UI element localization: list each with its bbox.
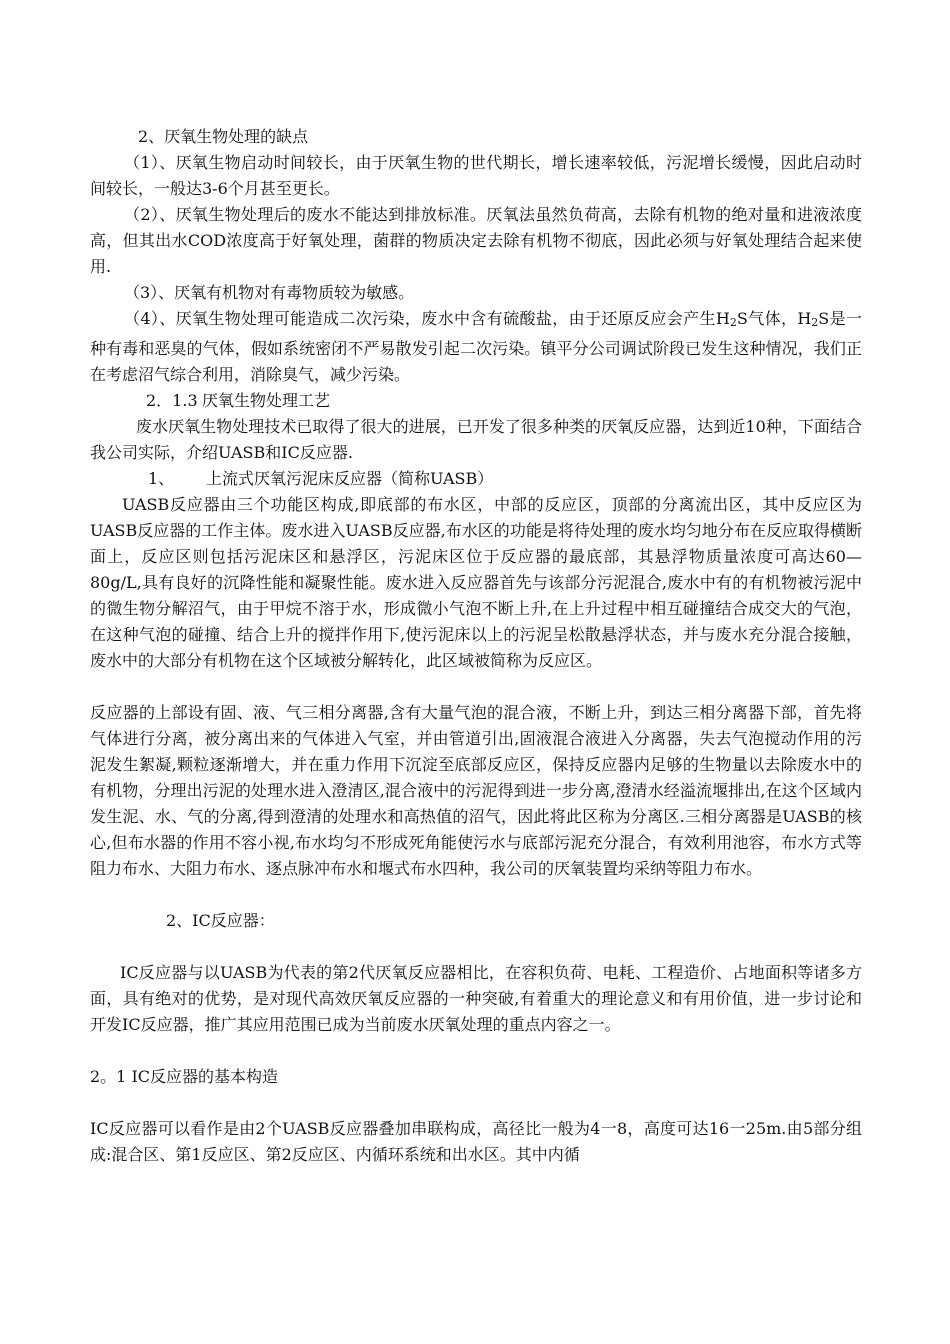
spacer [90, 674, 862, 700]
subscript: 2 [729, 316, 737, 329]
heading-number: 1、 [148, 469, 175, 488]
paragraph-uasb-structure: UASB反应器由三个功能区构成,即底部的布水区，中部的反应区，顶部的分离流出区，其中反应区为UASB反应器的工作主体。废水进入UASB反应器,布水区的功能是将待处理的废水均匀地分布在反应取得横断面上，反应区则包括污泥床区和悬浮区，污泥床区位于反应器的最底部，其悬浮物质量浓度可高达60—80g/L,具有良好的沉降性能和凝聚性能。废水进入反应器首先与该部分污泥混合,废水中有的有机物被污泥中的微生物分解沼气，由于甲烷不溶于水，形成微小气泡不断上升,在上升过程中相互碰撞结合成交大的气泡，在这种气泡的碰撞、结合上升的搅拌作用下,使污泥床以上的污泥呈松散悬浮状态，并与废水充分混合接触，废水中的大部分有机物在这个区域被分解转化，此区域被简称为反应区。 [90, 495, 862, 670]
spacer [90, 1038, 862, 1064]
text-run: S气体，H [736, 309, 812, 328]
paragraph-disadvantage-4 [90, 306, 862, 388]
heading-number: 2．1.3 [146, 391, 198, 410]
text-run: S是一种有毒和恶臭的气体，假如系统密闭不严易散发引起二次污染。镇平分公司调试阶段已发生这种情况，我们正在考虑沼气综合利用，消除臭气，减少污染。 [90, 309, 862, 384]
document-page [90, 124, 862, 1168]
paragraph-ic-structure: IC反应器可以看作是由2个UASB反应器叠加串联构成，高径比一般为4一8，高度可达16一25m.由5部分组成:混合区、第1反应区、第2反应区、内循环系统和出水区。其中内循 [90, 1119, 862, 1164]
paragraph-process-intro: 废水厌氧生物处理技术已取得了很大的进展，已开发了很多种类的厌氧反应器，达到近10种，下面结合我公司实际，介绍UASB和IC反应器. [90, 417, 862, 462]
paragraph-disadvantage-1: （1）、厌氧生物启动时间较长，由于厌氧生物的世代期长，增长速率较低，污泥增长缓慢，因此启动时间较长，一般达3-6个月甚至更长。 [90, 153, 862, 198]
paragraph-disadvantage-2: （2）、厌氧生物处理后的废水不能达到排放标准。厌氧法虽然负荷高，去除有机物的绝对量和进液浓度高，但其出水COD浓度高于好氧处理，菌群的物质决定去除有机物不彻底，因此必须与好氧处理结合起来使用. [90, 205, 862, 276]
item-heading-uasb [90, 466, 862, 492]
subsection-heading-process [90, 388, 862, 414]
spacer [90, 1090, 862, 1116]
paragraph-ic-intro: IC反应器与以UASB为代表的第2代厌氧反应器相比，在容积负荷、电耗、工程造价、占地面积等诸多方面，具有绝对的优势，是对现代高效厌氧反应器的一种突破,有着重大的理论意义和有用价值，进一步讨论和开发IC反应器，推广其应用范围已成为当前废水厌氧处理的重点内容之一。 [90, 963, 862, 1034]
paragraph-disadvantage-3: （3）、厌氧有机物对有毒物质较为敏感。 [124, 283, 415, 302]
section-heading-disadvantages: 2、厌氧生物处理的缺点 [138, 127, 309, 146]
text-run: （4）、厌氧生物处理可能造成二次污染，废水中含有硫酸盐，由于还原反应会产生H [124, 309, 730, 328]
spacer [90, 882, 862, 908]
spacer [90, 934, 862, 960]
subsection-heading-ic-structure: 2。1 IC反应器的基本构造 [90, 1067, 279, 1086]
subscript: 2 [811, 316, 819, 329]
item-heading-ic: 2、IC反应器： [166, 911, 275, 930]
paragraph-uasb-separator: 反应器的上部设有固、液、气三相分离器,含有大量气泡的混合液，不断上升，到达三相分离器下部，首先将气体进行分离，被分离出来的气体进入气室，并由管道引出,固液混合液进入分离器，失去气泡搅动作用的污泥发生絮凝,颗粒逐渐增大，并在重力作用下沉淀至底部反应区，保持反应器内足够的生物量以去除废水中的有机物，分理出污泥的处理水进入澄清区,混合液中的污泥得到进一步分离,澄清水经溢流堰排出,在这个区域内发生泥、水、气的分离,得到澄清的处理水和高热值的沼气，因此将此区称为分离区.三相分离器是UASB的核心,但布水器的作用不容小视,布水均匀不形成死角能使污水与底部污泥充分混合，有效利用池容，布水方式等阻力布水、大阻力布水、逐点脉冲布水和堰式布水四种，我公司的厌氧装置均采纳等阻力布水。 [90, 703, 862, 878]
heading-text: 厌氧生物处理工艺 [202, 391, 331, 410]
heading-text: 上流式厌氧污泥床反应器（简称UASB） [206, 469, 494, 488]
